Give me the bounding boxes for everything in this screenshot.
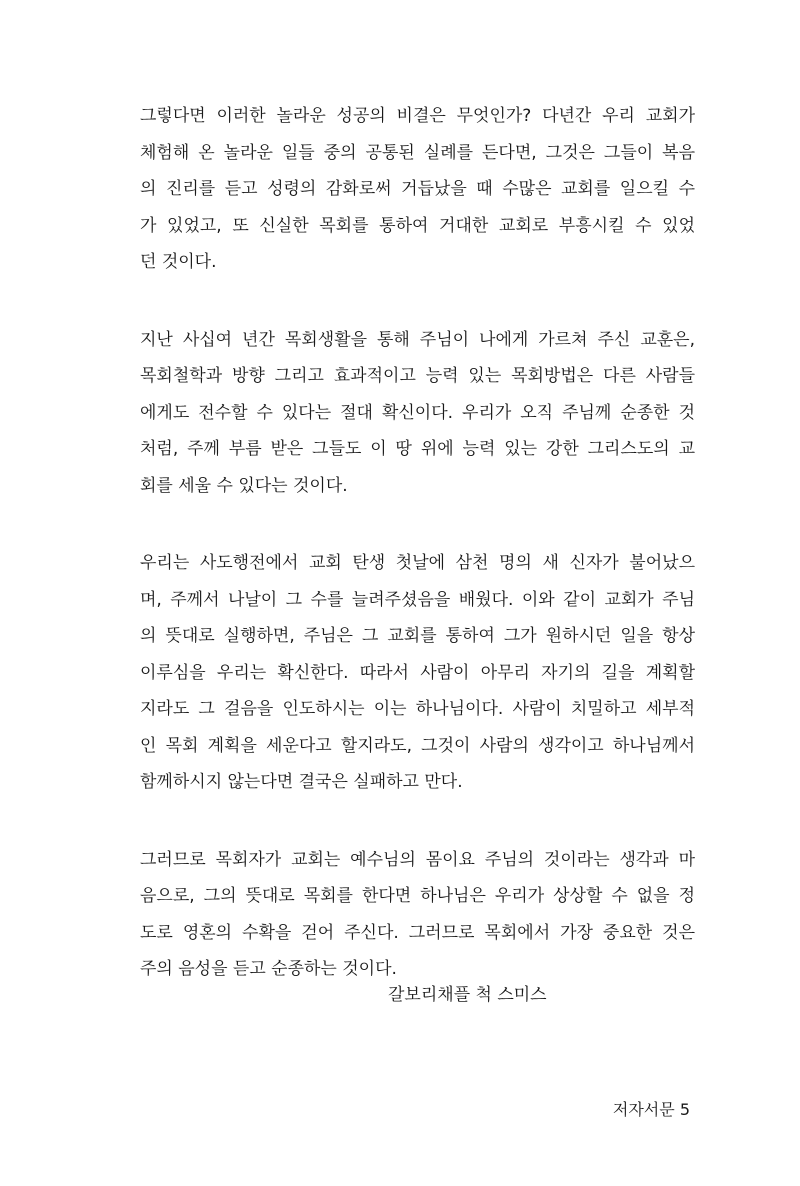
text-line: 그렇다면 이러한 놀라운 성공의 비결은 무엇인가? 다년간 우리 교회가: [140, 106, 695, 126]
text-line: 우리는 사도행전에서 교회 탄생 첫날에 삼천 명의 새 신자가 불어났으: [140, 553, 695, 573]
page-footer: [613, 1099, 690, 1121]
text-line: 그러므로 목회자가 교회는 예수님의 몸이요 주님의 것이라는 생각과 마: [140, 849, 695, 870]
text-line: 인 목회 계획을 세운다고 할지라도, 그것이 사람의 생각이고 하나님께서: [140, 735, 695, 756]
text-line: 함께하시지 않는다면 결국은 실패하고 만다.: [140, 772, 463, 792]
text-line: 에게도 전수할 수 있다는 절대 확신이다. 우리가 오직 주님께 순종한 것: [140, 402, 695, 423]
text-line: 주의 음성을 듣고 순종하는 것이다.: [140, 959, 397, 979]
text-line: 체험해 온 놀라운 일들 중의 공통된 실례를 든다면, 그것은 그들이 복음: [140, 142, 695, 163]
text-line: 지난 사십여 년간 목회생활을 통해 주님이 나에게 가르쳐 주신 교훈은,: [140, 329, 695, 350]
text-line: 목회철학과 방향 그리고 효과적이고 능력 있는 목회방법은 다른 사람들: [140, 366, 695, 386]
page-number: 5: [679, 1100, 690, 1119]
text-line: 의 뜻대로 실행하면, 주님은 그 교회를 통하여 그가 원하시던 일을 항상: [140, 626, 695, 646]
paragraph-4: [140, 842, 695, 988]
text-line: 음으로, 그의 뜻대로 목회를 한다면 하나님은 우리가 상상할 수 없을 정: [140, 886, 695, 906]
text-line: 회를 세울 수 있다는 것이다.: [140, 475, 348, 496]
text-line: 가 있었고, 또 신실한 목회를 통하여 거대한 교회로 부흥시킬 수 있었: [140, 215, 695, 236]
preface-body: [140, 98, 695, 1029]
paragraph-1: [140, 98, 695, 281]
text-line: 의 진리를 듣고 성령의 감화로써 거듭났을 때 수많은 교회를 일으킬 수: [140, 179, 695, 199]
section-title: 저자서문: [612, 1100, 675, 1119]
paragraph-3: [140, 545, 695, 801]
text-line: 이루심을 우리는 확신한다. 따라서 사람이 아무리 자기의 길을 계획할: [140, 662, 695, 683]
text-line: 처럼, 주께 부름 받은 그들도 이 땅 위에 능력 있는 강한 그리스도의 교: [140, 439, 695, 459]
text-line: 도로 영혼의 수확을 걷어 주신다. 그러므로 목회에서 가장 중요한 것은: [140, 922, 695, 943]
text-line: 며, 주께서 나날이 그 수를 늘려주셨음을 배웠다. 이와 같이 교회가 주님: [140, 589, 695, 610]
paragraph-2: [140, 322, 695, 505]
author-signature: 갈보리채플 척 스미스: [388, 985, 547, 1005]
text-line: 던 것이다.: [140, 252, 217, 272]
text-line: 지라도 그 걸음을 인도하시는 이는 하나님이다. 사람이 치밀하고 세부적: [140, 699, 695, 719]
